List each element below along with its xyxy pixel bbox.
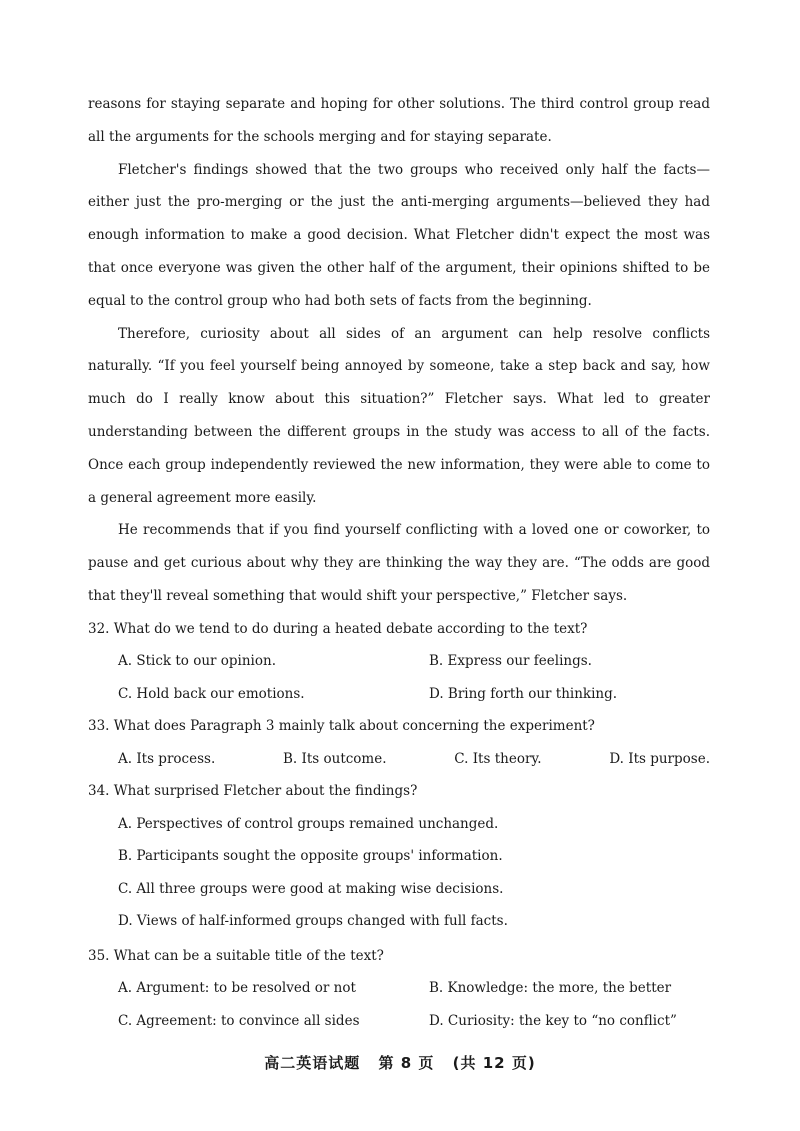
question-32 bbox=[88, 613, 710, 711]
question-32-options bbox=[88, 645, 710, 710]
exam-title: 高二英语试题 bbox=[264, 1054, 361, 1072]
option-34c: C. All three groups were good at making wise decisions. bbox=[118, 880, 504, 897]
option-32d: D. Bring forth our thinking. bbox=[429, 685, 618, 702]
option-34a: A. Perspectives of control groups remained unchanged. bbox=[118, 815, 499, 832]
option-35c: C. Agreement: to convince all sides bbox=[118, 1012, 360, 1029]
option-33d: D. Its purpose. bbox=[609, 750, 710, 767]
question-35-stem: 35. What can be a suitable title of the text? bbox=[88, 947, 384, 964]
question-34 bbox=[88, 775, 710, 938]
paragraph-1: reasons for staying separate and hoping for other solutions. The third control group read all the arguments for the schools merging and for staying separate. bbox=[88, 96, 710, 145]
page-number: 第 8 页 bbox=[378, 1054, 435, 1072]
paragraph-3: Therefore, curiosity about all sides of an argument can help resolve conflicts naturally. “If you feel yourself being annoyed by someone, take a step back and say, how much do I really know about this situation?” Fletcher says. What led to greater understanding between the different groups in the study was access to all of the facts. Once each group independently reviewed the new information, they were able to come to a general agreement more easily. bbox=[88, 325, 710, 506]
option-34b: B. Participants sought the opposite groups' information. bbox=[118, 848, 503, 865]
option-33b: B. Its outcome. bbox=[283, 750, 387, 767]
question-33 bbox=[88, 710, 710, 775]
page-footer bbox=[0, 1052, 800, 1073]
option-34d: D. Views of half-informed groups changed with full facts. bbox=[118, 913, 508, 930]
option-32b: B. Express our feelings. bbox=[429, 653, 592, 670]
question-34-stem: 34. What surprised Fletcher about the findings? bbox=[88, 783, 418, 800]
option-33c: C. Its theory. bbox=[454, 750, 542, 767]
question-34-options bbox=[88, 808, 710, 938]
option-33a: A. Its process. bbox=[118, 750, 216, 767]
question-35 bbox=[88, 940, 710, 1038]
question-32-stem: 32. What do we tend to do during a heated debate according to the text? bbox=[88, 620, 588, 637]
option-35b: B. Knowledge: the more, the better bbox=[429, 980, 672, 997]
option-35d: D. Curiosity: the key to “no conflict” bbox=[429, 1012, 677, 1029]
question-33-options bbox=[88, 743, 710, 776]
document-body bbox=[88, 88, 710, 1037]
page-total: (共 12 页) bbox=[452, 1054, 536, 1072]
option-32c: C. Hold back our emotions. bbox=[118, 685, 305, 702]
paragraph-4: He recommends that if you find yourself conflicting with a loved one or coworker, to pause and get curious about why they are thinking the way they are. “The odds are good that they'll reveal something that would shift your perspective,” Fletcher says. bbox=[88, 522, 710, 604]
paragraph-2: Fletcher's findings showed that the two groups who received only half the facts—either just the pro-merging or the just the anti-merging arguments—believed they had enough information to make a good decision. What Fletcher didn't expect the most was that once everyone was given the other half of the argument, their opinions shifted to be equal to the control group who had both sets of facts from the beginning. bbox=[88, 161, 710, 309]
option-32a: A. Stick to our opinion. bbox=[118, 653, 276, 670]
option-35a: A. Argument: to be resolved or not bbox=[118, 980, 356, 997]
question-35-options bbox=[88, 972, 710, 1037]
question-33-stem: 33. What does Paragraph 3 mainly talk about concerning the experiment? bbox=[88, 718, 595, 735]
